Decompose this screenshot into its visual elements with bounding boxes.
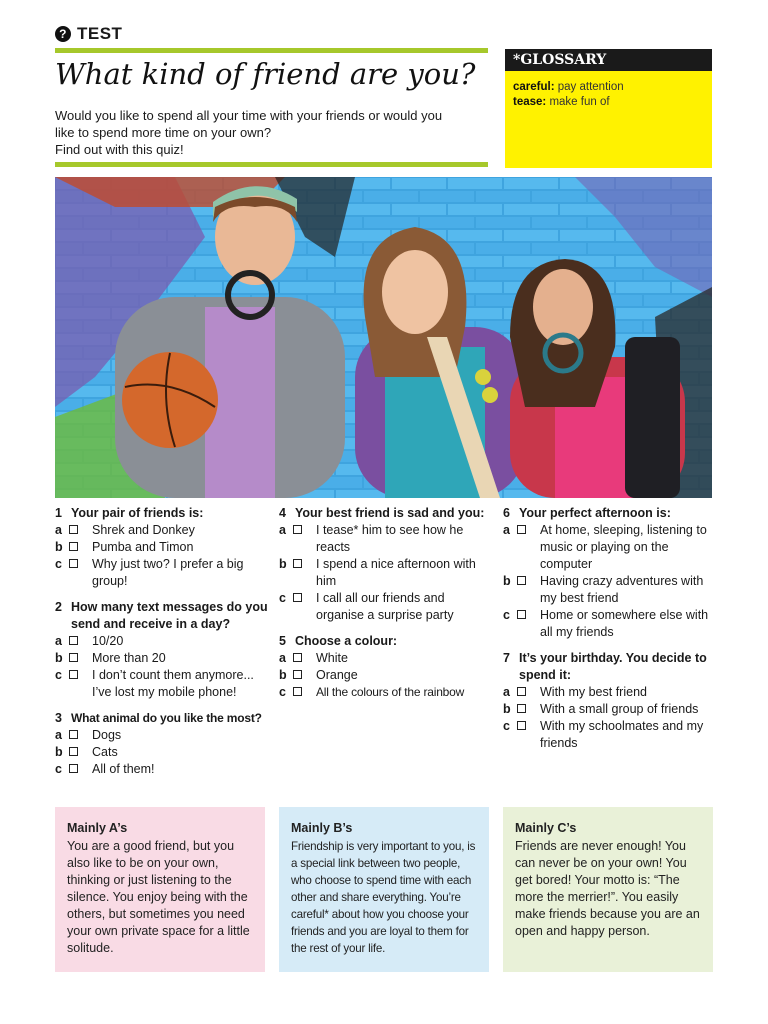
answer-checkbox[interactable] xyxy=(517,576,526,585)
option-text: Shrek and Donkey xyxy=(92,523,195,537)
question-heading xyxy=(55,599,270,633)
question-number: 3 xyxy=(55,711,62,725)
option xyxy=(55,744,270,761)
answer-checkbox[interactable] xyxy=(293,670,302,679)
intro-text xyxy=(55,107,485,158)
question-text: It’s your birthday. You decide to spend it: xyxy=(519,651,707,682)
option xyxy=(55,556,270,590)
glossary-entry xyxy=(513,80,704,95)
option-letter: a xyxy=(503,523,510,537)
quiz-column-3 xyxy=(503,505,718,761)
answer-checkbox[interactable] xyxy=(69,730,78,739)
question xyxy=(55,505,270,590)
option-text: Orange xyxy=(316,668,358,682)
intro-divider xyxy=(55,162,488,167)
option-letter: a xyxy=(279,523,286,537)
option xyxy=(55,650,270,667)
option-letter: c xyxy=(55,668,62,682)
option-text: Cats xyxy=(92,745,118,759)
answer-checkbox[interactable] xyxy=(69,670,78,679)
option-text: All the colours of the rainbow xyxy=(316,685,465,699)
question-heading xyxy=(55,710,270,727)
option-text: More than 20 xyxy=(92,651,166,665)
top-divider xyxy=(55,48,488,53)
page-title: What kind of friend are you? xyxy=(55,57,476,91)
question-text: Your pair of friends is: xyxy=(71,506,204,520)
intro-line: like to spend more time on your own? xyxy=(55,125,272,140)
question-icon: ? xyxy=(55,26,71,42)
result-heading: Mainly C’s xyxy=(515,821,577,835)
question xyxy=(279,633,494,701)
option xyxy=(503,522,718,573)
friends-photo xyxy=(55,177,712,498)
question-number: 7 xyxy=(503,651,510,665)
question-text: Your best friend is sad and you: xyxy=(295,506,485,520)
glossary-heading: *GLOSSARY xyxy=(505,49,712,71)
section-label-text: TEST xyxy=(77,24,123,43)
option xyxy=(279,650,494,667)
answer-checkbox[interactable] xyxy=(69,764,78,773)
question-number: 5 xyxy=(279,634,286,648)
option xyxy=(279,556,494,590)
question xyxy=(55,599,270,701)
quiz-column-1 xyxy=(55,505,270,787)
option xyxy=(503,701,718,718)
question-heading xyxy=(503,650,718,684)
answer-checkbox[interactable] xyxy=(517,525,526,534)
answer-checkbox[interactable] xyxy=(69,653,78,662)
option xyxy=(55,727,270,744)
question-heading xyxy=(55,505,270,522)
option-letter: a xyxy=(503,685,510,699)
glossary-term: tease: xyxy=(513,96,547,108)
option xyxy=(503,607,718,641)
answer-checkbox[interactable] xyxy=(517,721,526,730)
intro-line: Find out with this quiz! xyxy=(55,142,184,157)
option xyxy=(55,539,270,556)
answer-checkbox[interactable] xyxy=(69,636,78,645)
question-heading xyxy=(279,633,494,650)
option-text: Pumba and Timon xyxy=(92,540,194,554)
question-text: Choose a colour: xyxy=(295,634,398,648)
option-letter: b xyxy=(503,574,511,588)
answer-checkbox[interactable] xyxy=(293,559,302,568)
option-letter: b xyxy=(55,745,63,759)
question-text: Your perfect afternoon is: xyxy=(519,506,671,520)
glossary-term: careful: xyxy=(513,81,555,93)
question-text: What animal do you like the most? xyxy=(71,711,262,725)
result-heading: Mainly A’s xyxy=(67,821,128,835)
option-text: With my best friend xyxy=(540,685,647,699)
result-box-b xyxy=(279,807,489,972)
answer-checkbox[interactable] xyxy=(517,687,526,696)
question-number: 2 xyxy=(55,600,62,614)
answer-checkbox[interactable] xyxy=(69,747,78,756)
option-text: I tease* him to see how he reacts xyxy=(316,523,464,554)
option-text: 10/20 xyxy=(92,634,124,648)
glossary-entry xyxy=(513,95,704,110)
question-text: How many text messages do you send and receive in a day? xyxy=(71,600,268,631)
quiz-column-2 xyxy=(279,505,494,710)
option-letter: a xyxy=(55,634,62,648)
option-letter: a xyxy=(55,728,62,742)
option xyxy=(55,522,270,539)
glossary-definition: make fun of xyxy=(549,96,610,108)
option-text: White xyxy=(316,651,348,665)
question-number: 6 xyxy=(503,506,510,520)
intro-line: Would you like to spend all your time with your friends or would you xyxy=(55,108,443,123)
option-letter: a xyxy=(279,651,286,665)
question xyxy=(503,505,718,641)
answer-checkbox[interactable] xyxy=(293,593,302,602)
option-text: Having crazy adventures with my best friend xyxy=(540,574,704,605)
option xyxy=(279,590,494,624)
option-text: I don’t count them anymore... I’ve lost my mobile phone! xyxy=(92,668,254,699)
question-heading xyxy=(503,505,718,522)
question-number: 1 xyxy=(55,506,62,520)
question xyxy=(55,710,270,778)
option-text: At home, sleeping, listening to music or playing on the computer xyxy=(540,523,707,571)
answer-checkbox[interactable] xyxy=(69,559,78,568)
option-letter: c xyxy=(279,685,286,699)
option xyxy=(279,667,494,684)
option-letter: b xyxy=(55,540,63,554)
option xyxy=(55,633,270,650)
result-box-a xyxy=(55,807,265,972)
result-text: You are a good friend, but you also like to be on your own, thinking or just listening to the silence. You enjoy being with the others, but sometimes you need your own private space for a little solitude. xyxy=(67,839,250,955)
option-letter: c xyxy=(55,557,62,571)
answer-checkbox[interactable] xyxy=(293,525,302,534)
answer-checkbox[interactable] xyxy=(293,687,302,696)
option-text: With my schoolmates and my friends xyxy=(540,719,704,750)
answer-checkbox[interactable] xyxy=(293,653,302,662)
question xyxy=(279,505,494,624)
result-heading: Mainly B’s xyxy=(291,821,353,835)
option-text: Dogs xyxy=(92,728,122,742)
question-heading xyxy=(279,505,494,522)
option xyxy=(55,667,270,701)
option-letter: b xyxy=(503,702,511,716)
option-text: I spend a nice afternoon with him xyxy=(316,557,476,588)
answer-checkbox[interactable] xyxy=(517,704,526,713)
option xyxy=(503,573,718,607)
option-letter: b xyxy=(55,651,63,665)
option-letter: c xyxy=(503,719,510,733)
option xyxy=(279,522,494,556)
option xyxy=(279,684,494,701)
result-box-c xyxy=(503,807,713,972)
glossary-box xyxy=(505,71,712,168)
option-text: All of them! xyxy=(92,762,155,776)
option-text: Home or somewhere else with all my friends xyxy=(540,608,709,639)
option xyxy=(503,684,718,701)
answer-checkbox[interactable] xyxy=(69,542,78,551)
question-number: 4 xyxy=(279,506,286,520)
option xyxy=(503,718,718,752)
answer-checkbox[interactable] xyxy=(69,525,78,534)
section-label xyxy=(55,24,122,44)
option-text: With a small group of friends xyxy=(540,702,699,716)
option-letter: c xyxy=(55,762,62,776)
option xyxy=(55,761,270,778)
result-text: Friends are never enough! You can never be on your own! You get bored! Your motto is: “The more the merrier!”. You easily make friends because you are an open and happy person. xyxy=(515,839,700,938)
answer-checkbox[interactable] xyxy=(517,610,526,619)
glossary-definition: pay attention xyxy=(557,81,624,93)
option-letter: c xyxy=(279,591,286,605)
option-text: I call all our friends and organise a surprise party xyxy=(316,591,454,622)
option-letter: c xyxy=(503,608,510,622)
option-letter: a xyxy=(55,523,62,537)
question xyxy=(503,650,718,752)
option-letter: b xyxy=(279,668,287,682)
option-letter: b xyxy=(279,557,287,571)
result-text: Friendship is very important to you, is a special link between two people, who choose to spend time with each other and share everything. You’re careful* about how you choose your friends and you are loyal to them for the rest of your life. xyxy=(291,840,476,955)
option-text: Why just two? I prefer a big group! xyxy=(92,557,244,588)
